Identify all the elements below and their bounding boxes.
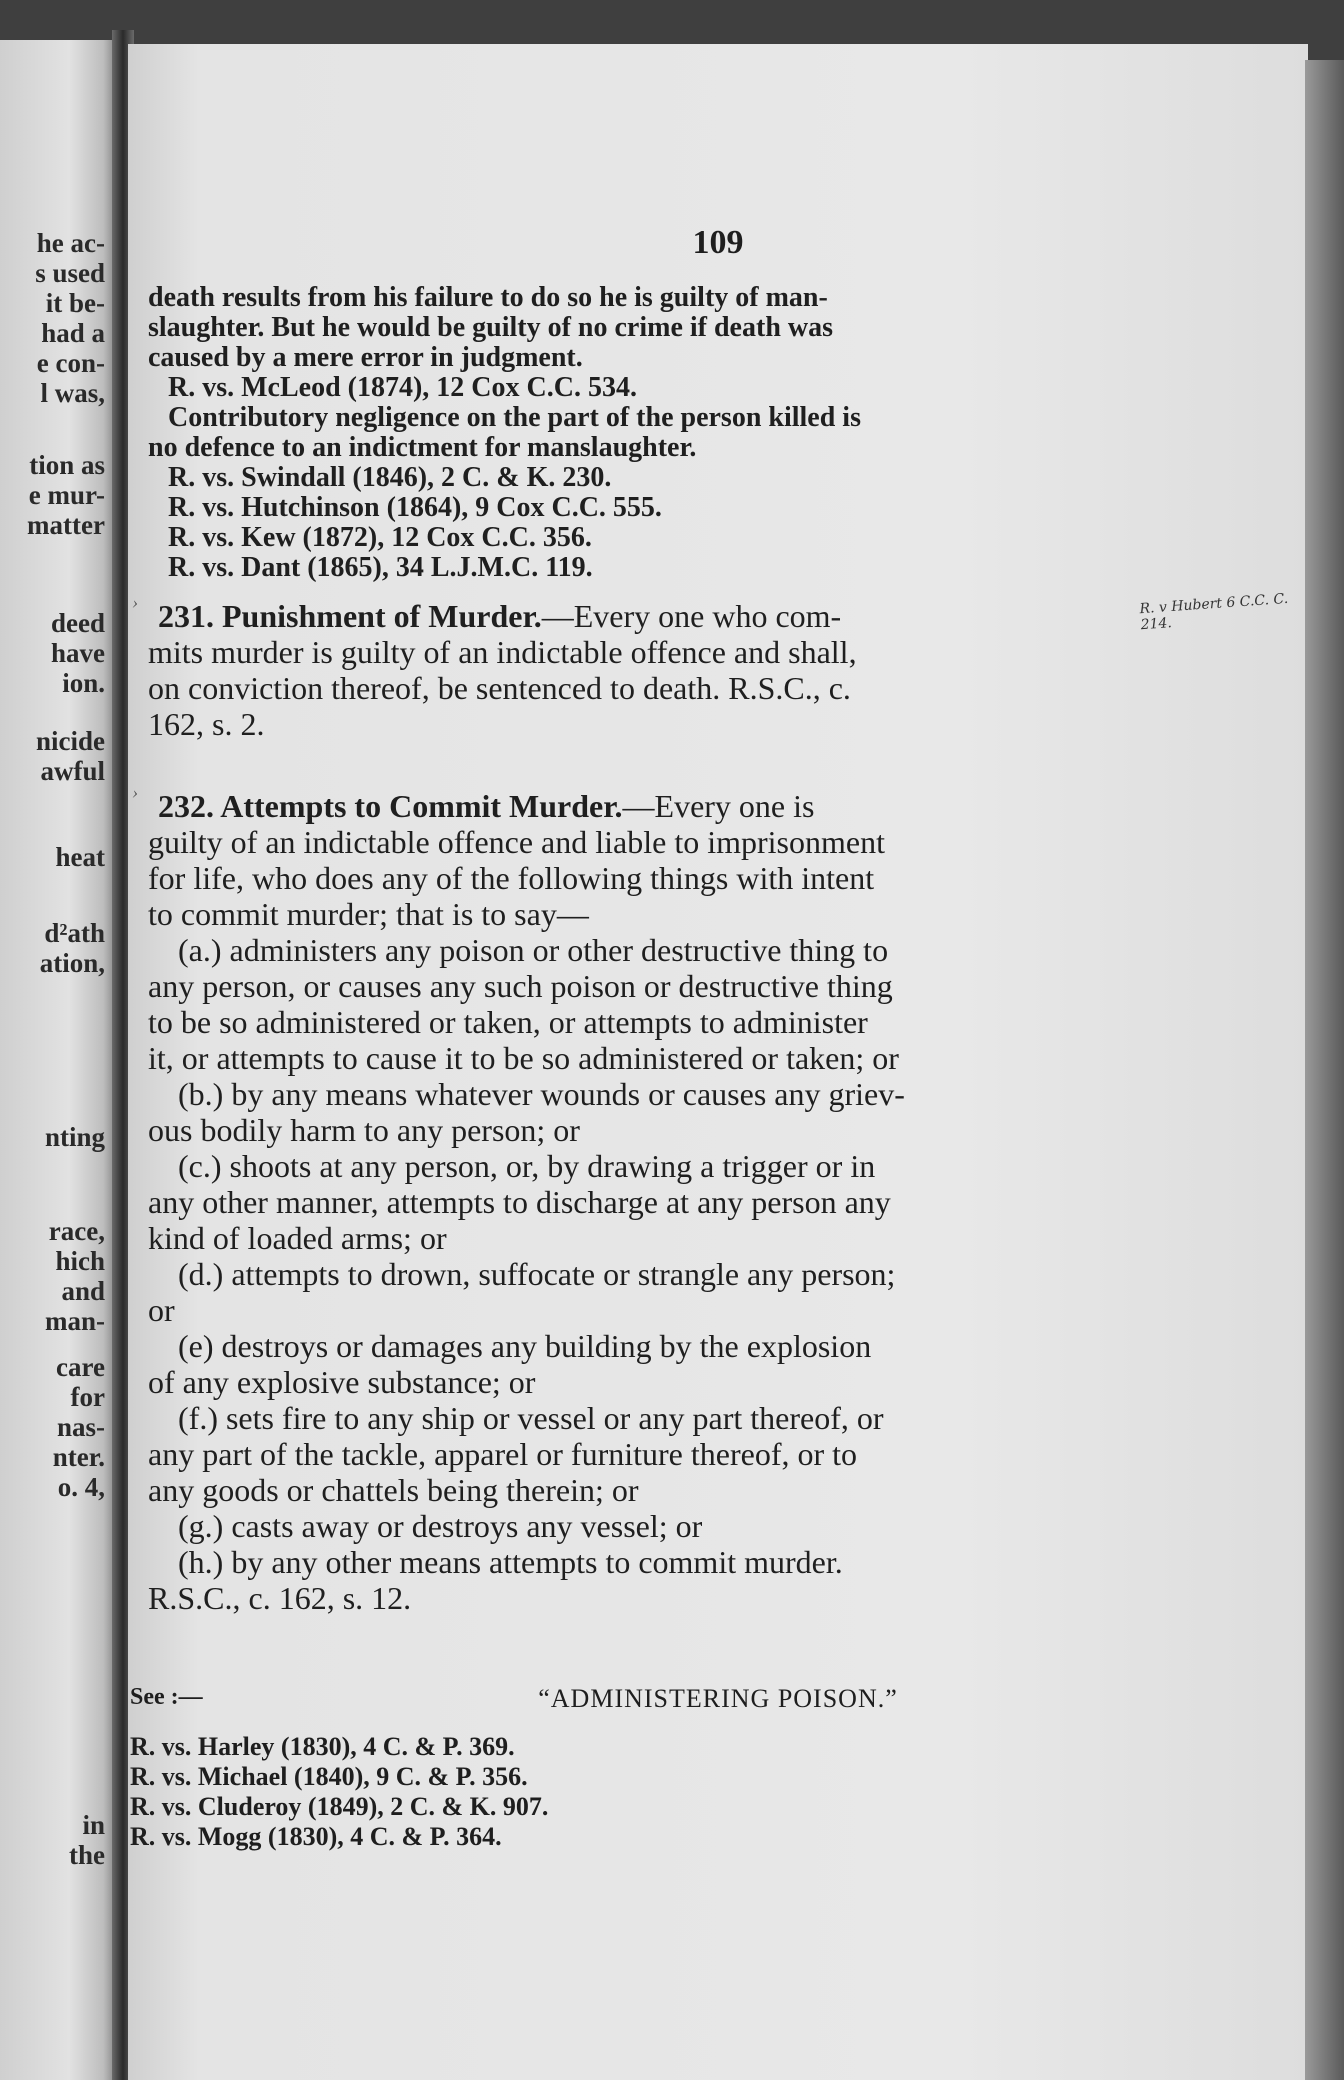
- margin-mark: ›: [132, 592, 138, 612]
- left-page-line: he ac-: [36, 228, 105, 258]
- case-citation: R. vs. Harley (1830), 4 C. & P. 369.: [130, 1732, 515, 1761]
- text-line: of any explosive substance; or: [148, 1364, 536, 1400]
- text-line: death results from his failure to do so he is guilty of man-: [148, 282, 828, 313]
- section-231-first-line: [158, 600, 841, 632]
- margin-mark: ›: [132, 782, 138, 802]
- left-page-line: it be-: [45, 288, 105, 318]
- left-page-line: e mur-: [28, 480, 105, 510]
- left-page-line: o. 4,: [57, 1472, 105, 1502]
- left-page-line: nter.: [52, 1442, 105, 1472]
- text-line: it, or attempts to cause it to be so administered or taken; or: [148, 1040, 899, 1076]
- case-citation: R. vs. Cluderoy (1849), 2 C. & K. 907.: [130, 1792, 549, 1821]
- left-page-line: awful: [40, 756, 105, 786]
- left-page-line: have: [51, 638, 105, 668]
- left-page-line: nas-: [56, 1412, 105, 1442]
- case-citation: R. vs. Mogg (1830), 4 C. & P. 364.: [130, 1822, 502, 1851]
- text-line: for life, who does any of the following things with intent: [148, 860, 875, 896]
- text-line: ous bodily harm to any person; or: [148, 1112, 580, 1148]
- text-line: guilty of an indictable offence and liable to imprisonment: [148, 824, 885, 860]
- left-page-line: man-: [45, 1306, 105, 1336]
- section-232-heading: 232. Attempts to Commit Murder.: [158, 788, 623, 824]
- statute-citation: R.S.C., c. 162, s. 12.: [148, 1580, 412, 1616]
- left-page-line: e con-: [36, 348, 105, 378]
- text-line: on conviction thereof, be sentenced to death. R.S.C., c.: [148, 670, 851, 706]
- clause-d: (d.) attempts to drown, suffocate or strangle any person;: [178, 1256, 896, 1292]
- case-citation: R. vs. McLeod (1874), 12 Cox C.C. 534.: [168, 372, 637, 403]
- text-line: —Every one is: [622, 788, 815, 824]
- case-citation: R. vs. Dant (1865), 34 L.J.M.C. 119.: [168, 552, 593, 583]
- clause-c: (c.) shoots at any person, or, by drawing a trigger or in: [178, 1148, 876, 1184]
- text-line: or: [148, 1292, 175, 1328]
- text-line: slaughter. But he would be guilty of no crime if death was: [148, 312, 834, 343]
- section-232-first-line: [158, 790, 814, 822]
- left-page-line: d²ath: [44, 918, 105, 948]
- left-page-fragment: [0, 40, 115, 2080]
- administering-poison-heading: “ADMINISTERING POISON.”: [538, 1684, 898, 1713]
- text-line: caused by a mere error in judgment.: [148, 342, 583, 373]
- left-page-line: care: [56, 1352, 105, 1382]
- left-page-line: nting: [44, 1122, 105, 1152]
- clause-h: (h.) by any other means attempts to commit murder.: [178, 1544, 843, 1580]
- text-line: Contributory negligence on the part of the person killed is: [168, 402, 861, 433]
- left-page-line: l was,: [40, 378, 105, 408]
- text-line: to be so administered or taken, or attempts to administer: [148, 1004, 868, 1040]
- case-citation: R. vs. Hutchinson (1864), 9 Cox C.C. 555.: [168, 492, 662, 523]
- left-page-line: race,: [48, 1216, 105, 1246]
- text-line: any part of the tackle, apparel or furniture thereof, or to: [148, 1436, 858, 1472]
- left-page-line: in: [82, 1810, 105, 1840]
- left-page-line: matter: [27, 510, 105, 540]
- case-citation: R. vs. Kew (1872), 12 Cox C.C. 356.: [168, 522, 592, 553]
- section-231-heading: 231. Punishment of Murder.: [158, 598, 542, 634]
- clause-f: (f.) sets fire to any ship or vessel or any part thereof, or: [178, 1400, 884, 1436]
- clause-g: (g.) casts away or destroys any vessel; or: [178, 1508, 703, 1544]
- left-page-line: had a: [41, 318, 105, 348]
- left-page-line: ion.: [62, 668, 105, 698]
- text-line: to commit murder; that is to say—: [148, 896, 589, 932]
- text-line: any person, or causes any such poison or destructive thing: [148, 968, 893, 1004]
- left-page-line: for: [70, 1382, 105, 1412]
- left-page-line: the: [69, 1840, 105, 1870]
- left-page-line: heat: [55, 842, 105, 872]
- left-page-line: and: [61, 1276, 105, 1306]
- clause-a: (a.) administers any poison or other destructive thing to: [178, 932, 889, 968]
- page-number: 109: [692, 224, 744, 261]
- left-page-line: tion as: [29, 450, 105, 480]
- clause-e: (e) destroys or damages any building by the explosion: [178, 1328, 872, 1364]
- text-line: 162, s. 2.: [148, 706, 265, 742]
- left-page-line: s used: [35, 258, 105, 288]
- left-page-line: ation,: [39, 948, 105, 978]
- text-line: any other manner, attempts to discharge at any person any: [148, 1184, 891, 1220]
- text-line: —Every one who com-: [541, 598, 842, 634]
- left-page-line: nicide: [35, 726, 105, 756]
- handwritten-margin-note: R. v Hubert 6 C.C. C. 214.: [1139, 590, 1289, 634]
- case-citation: R. vs. Michael (1840), 9 C. & P. 356.: [130, 1762, 528, 1791]
- case-citation: R. vs. Swindall (1846), 2 C. & K. 230.: [168, 462, 612, 493]
- text-line: any goods or chattels being therein; or: [148, 1472, 639, 1508]
- text-line: kind of loaded arms; or: [148, 1220, 447, 1256]
- text-line: mits murder is guilty of an indictable offence and shall,: [148, 634, 857, 670]
- text-line: no defence to an indictment for manslaughter.: [148, 432, 697, 463]
- clause-b: (b.) by any means whatever wounds or causes any griev-: [178, 1076, 905, 1112]
- left-page-line: hich: [55, 1246, 105, 1276]
- see-label: See :—: [130, 1684, 203, 1710]
- left-page-line: deed: [51, 608, 105, 638]
- page-right-edge: [1305, 60, 1344, 2080]
